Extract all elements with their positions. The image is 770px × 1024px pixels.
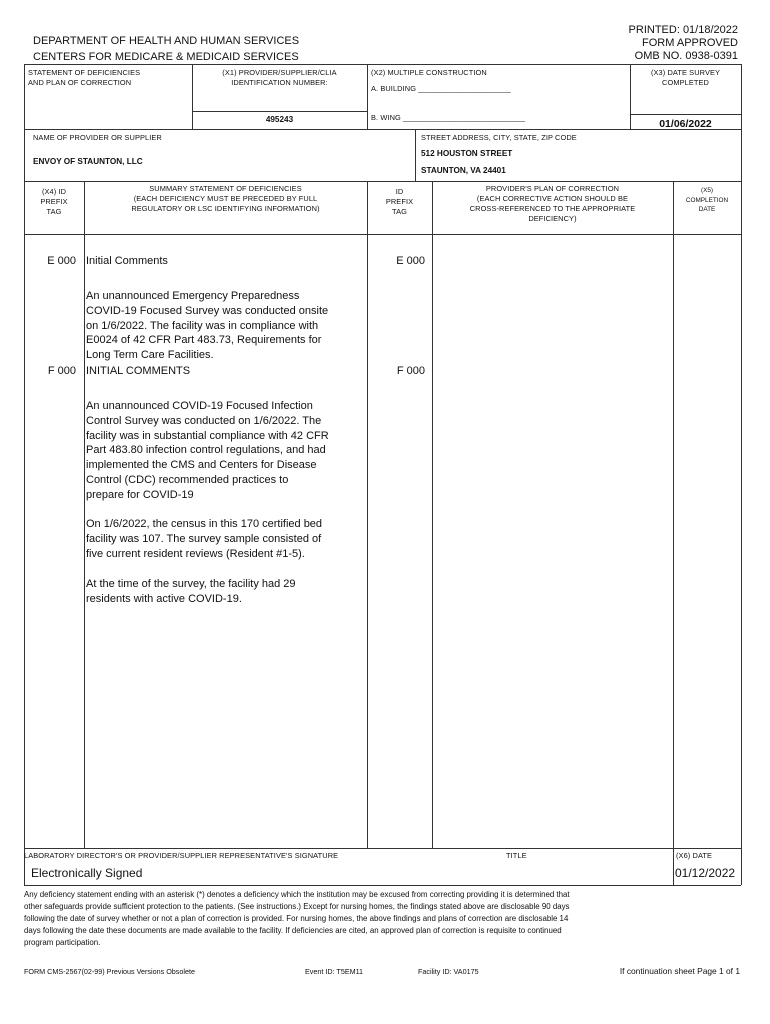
x3-label: (X3) DATE SURVEY COMPLETED [650, 68, 721, 87]
plan-header: PROVIDER'S PLAN OF CORRECTION (EACH CORRECTIVE ACTION SHOULD BE CROSS-REFERENCED TO THE APPROPRIATE DEFICIENCY) [469, 184, 636, 223]
omb-number: OMB NO. 0938-0391 [634, 50, 738, 62]
signature-date-value: 01/12/2022 [675, 866, 736, 880]
e000-text: An unannounced Emergency Preparedness COVID-19 Focused Survey was conducted onsite on 1/6/2022. The facility was in compliance with E0024 of 42 CFR Part 483.73, Requirements for Long Term Care Facilities. [86, 290, 329, 362]
e000-tag: E 000 [47, 255, 76, 267]
survey-date-value: 01/06/2022 [659, 118, 712, 130]
f000-right-tag: F 000 [396, 365, 425, 377]
id-prefix-header: ID PREFIX TAG [385, 187, 414, 216]
x1-label: (X1) PROVIDER/SUPPLIER/CLIA IDENTIFICATION NUMBER: [222, 68, 337, 87]
provider-id-value: 495243 [265, 115, 294, 124]
form-approved: FORM APPROVED [642, 37, 738, 49]
provider-name-value: ENVOY OF STAUNTON, LLC [33, 157, 143, 166]
printed-date: PRINTED: 01/18/2022 [628, 24, 738, 36]
f000-text-3: At the time of the survey, the facility had 29 residents with active COVID-19. [86, 578, 296, 605]
x4-header: (X4) ID PREFIX TAG [40, 187, 68, 216]
department-line1: DEPARTMENT OF HEALTH AND HUMAN SERVICES [33, 35, 300, 47]
signature-value: Electronically Signed [31, 866, 143, 880]
f000-tag: F 000 [47, 365, 76, 377]
title-label: TITLE [506, 851, 527, 860]
e000-right-tag: E 000 [396, 255, 425, 267]
footer-continuation: If continuation sheet Page 1 of 1 [619, 966, 740, 976]
summary-header: SUMMARY STATEMENT OF DEFICIENCIES (EACH DEFICIENCY MUST BE PRECEDED BY FULL REGULATORY OR LSC IDENTIFYING INFORMATION) [131, 184, 320, 213]
statement-label: STATEMENT OF DEFICIENCIES AND PLAN OF CORRECTION [28, 68, 141, 87]
f000-text-1: An unannounced COVID-19 Focused Infection Control Survey was conducted on 1/6/2022. The facility was in substantial compliance with 42 CFR Part 483.80 infection control regulations, and had implemented the CMS and Centers for Disease Control (CDC) recommended practices to prepare for COVID-19 [86, 400, 329, 501]
signature-date-label: (X6) DATE [676, 851, 713, 860]
building-label: A. BUILDING ______________________ [371, 84, 511, 93]
wing-label: B. WING _____________________________ [371, 113, 526, 122]
address-label: STREET ADDRESS, CITY, STATE, ZIP CODE [421, 133, 577, 142]
address-line2: STAUNTON, VA 24401 [421, 166, 506, 175]
completion-header: (X5) COMPLETION DATE [685, 187, 729, 213]
footer-form: FORM CMS-2567(02-99) Previous Versions Obsolete [24, 967, 195, 976]
footer-facility: Facility ID: VA0175 [418, 967, 479, 976]
f000-title: INITIAL COMMENTS [86, 365, 191, 377]
department-line2: CENTERS FOR MEDICARE & MEDICAID SERVICES [33, 51, 299, 63]
x2-label: (X2) MULTIPLE CONSTRUCTION [371, 68, 487, 77]
provider-name-label: NAME OF PROVIDER OR SUPPLIER [33, 133, 162, 142]
address-line1: 512 HOUSTON STREET [421, 149, 513, 158]
e000-title: Initial Comments [86, 255, 168, 267]
signature-label: LABORATORY DIRECTOR'S OR PROVIDER/SUPPLIER REPRESENTATIVE'S SIGNATURE [24, 851, 339, 860]
disclaimer-text: Any deficiency statement ending with an asterisk (*) denotes a deficiency which the institution may be excused from correcting providing it is determined that other safeguards provide sufficient protection to the patients. (See instructions.) Except for nursing homes, the findings stated above are disclosable 90 days following the date of survey whether or not a plan of correction is provided. For nursing homes, the above findings and plans of correction are disclosable 14 days following the date these documents are made available to the facility. If deficiencies are cited, an approved plan of correction is requisite to continued program participation. [24, 890, 570, 948]
footer-event: Event ID: T5EM11 [305, 967, 364, 976]
f000-text-2: On 1/6/2022, the census in this 170 certified bed facility was 107. The survey sample consisted of five current resident reviews (Resident #1-5). [86, 518, 323, 560]
